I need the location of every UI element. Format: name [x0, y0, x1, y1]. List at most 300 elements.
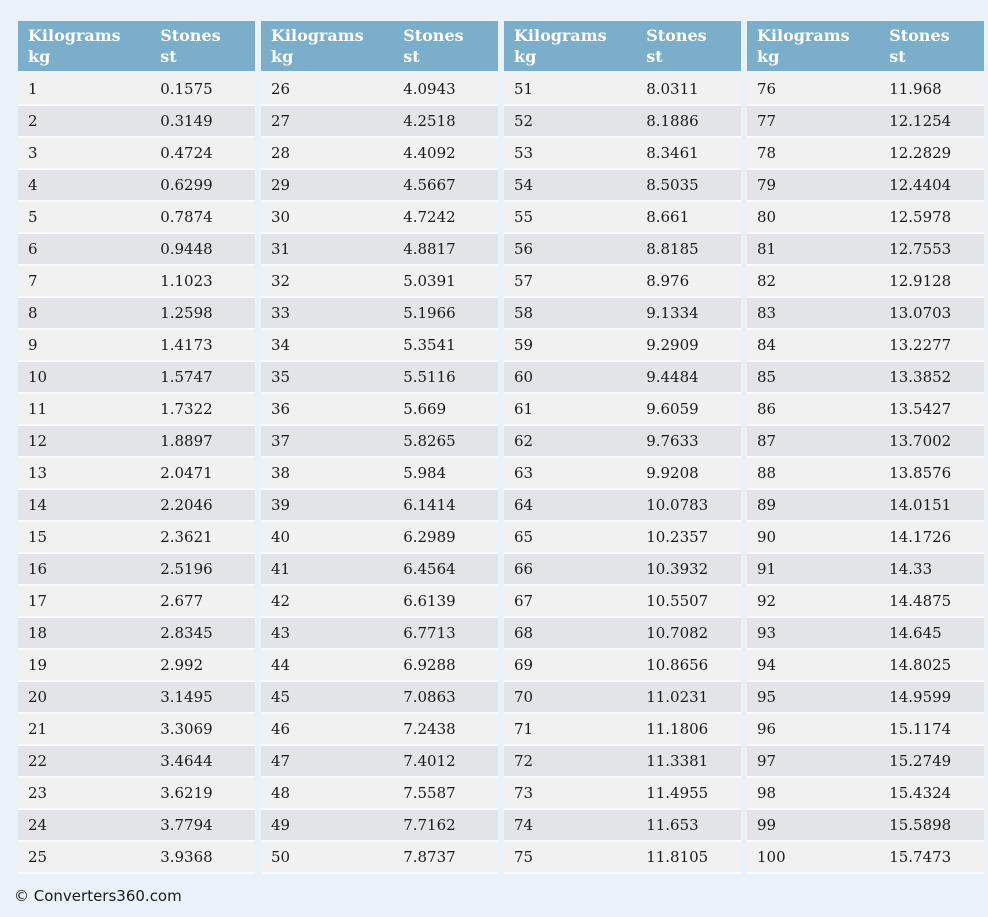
st-value: 10.0783	[646, 496, 709, 514]
table-row	[18, 618, 255, 650]
kg-value: 53	[514, 144, 534, 162]
kg-value: 68	[514, 624, 534, 642]
st-value: 8.976	[646, 272, 690, 290]
table-row	[747, 778, 984, 810]
stones-column-header	[403, 26, 498, 71]
table-row	[18, 842, 255, 874]
st-value: 11.3381	[646, 752, 709, 770]
kg-value: 16	[28, 560, 48, 578]
table-row	[747, 746, 984, 778]
st-value: 3.1495	[160, 688, 213, 706]
table-row	[747, 234, 984, 266]
stones-label: Stones	[889, 26, 950, 45]
table-row	[504, 810, 741, 842]
table-row	[504, 618, 741, 650]
kg-value: 67	[514, 592, 534, 610]
table-row	[261, 202, 498, 234]
table-row	[18, 554, 255, 586]
kg-value: 14	[28, 496, 48, 514]
kg-value: 36	[271, 400, 291, 418]
kg-value: 42	[271, 592, 291, 610]
table-row	[504, 106, 741, 138]
table-row	[504, 746, 741, 778]
table-row	[261, 426, 498, 458]
table-row	[504, 554, 741, 586]
st-value: 9.6059	[646, 400, 699, 418]
kilograms-column-header	[747, 26, 889, 71]
table-row	[504, 714, 741, 746]
table-row	[261, 682, 498, 714]
kg-value: 52	[514, 112, 534, 130]
kilograms-label: Kilograms	[28, 26, 121, 45]
st-value: 10.7082	[646, 624, 709, 642]
table-row	[261, 234, 498, 266]
st-value: 10.3932	[646, 560, 709, 578]
table-row	[18, 778, 255, 810]
table-row	[261, 746, 498, 778]
table-row	[747, 586, 984, 618]
table-header	[18, 21, 255, 71]
table-row	[261, 650, 498, 682]
st-value: 14.8025	[889, 656, 952, 674]
kg-value: 65	[514, 528, 534, 546]
kg-unit-label: kg	[514, 46, 537, 66]
table-row	[261, 554, 498, 586]
kg-value: 73	[514, 784, 534, 802]
table-row	[747, 458, 984, 490]
kilograms-label: Kilograms	[757, 26, 850, 45]
kg-value: 59	[514, 336, 534, 354]
table-row	[504, 842, 741, 874]
kg-value: 64	[514, 496, 534, 514]
st-value: 6.6139	[403, 592, 456, 610]
kg-value: 72	[514, 752, 534, 770]
table-row	[261, 714, 498, 746]
kg-value: 63	[514, 464, 534, 482]
kg-value: 40	[271, 528, 291, 546]
st-value: 6.1414	[403, 496, 456, 514]
st-value: 8.3461	[646, 144, 699, 162]
kg-value: 26	[271, 80, 291, 98]
table-body	[261, 74, 498, 874]
table-row	[18, 330, 255, 362]
kg-value: 86	[757, 400, 777, 418]
table-row	[747, 298, 984, 330]
kg-value: 62	[514, 432, 534, 450]
kg-value: 34	[271, 336, 291, 354]
kg-value: 1	[28, 80, 38, 98]
table-row	[504, 682, 741, 714]
copyright-footer: © Converters360.com	[14, 887, 182, 905]
table-row	[747, 810, 984, 842]
table-row	[504, 458, 741, 490]
kg-value: 47	[271, 752, 291, 770]
st-value: 5.5116	[403, 368, 456, 386]
st-value: 9.9208	[646, 464, 699, 482]
kg-value: 24	[28, 816, 48, 834]
kg-unit-label: kg	[271, 46, 294, 66]
st-value: 5.669	[403, 400, 447, 418]
table-row	[261, 106, 498, 138]
st-value: 12.1254	[889, 112, 952, 130]
table-row	[261, 394, 498, 426]
st-value: 3.3069	[160, 720, 213, 738]
st-value: 5.8265	[403, 432, 456, 450]
kg-value: 84	[757, 336, 777, 354]
table-row	[504, 74, 741, 106]
kg-value: 76	[757, 80, 777, 98]
kg-value: 70	[514, 688, 534, 706]
st-value: 2.5196	[160, 560, 213, 578]
kg-value: 15	[28, 528, 48, 546]
st-value: 0.7874	[160, 208, 213, 226]
st-value: 3.4644	[160, 752, 213, 770]
st-value: 0.9448	[160, 240, 213, 258]
kilograms-label: Kilograms	[271, 26, 364, 45]
st-value: 4.5667	[403, 176, 456, 194]
kg-value: 83	[757, 304, 777, 322]
table-row	[504, 586, 741, 618]
st-value: 13.8576	[889, 464, 952, 482]
kilograms-label: Kilograms	[514, 26, 607, 45]
table-row	[261, 170, 498, 202]
kg-value: 79	[757, 176, 777, 194]
kg-value: 31	[271, 240, 291, 258]
st-value: 11.653	[646, 816, 699, 834]
table-row	[18, 74, 255, 106]
table-row	[261, 266, 498, 298]
kg-value: 32	[271, 272, 291, 290]
table-row	[504, 778, 741, 810]
st-value: 0.1575	[160, 80, 213, 98]
table-row	[18, 426, 255, 458]
st-value: 13.7002	[889, 432, 952, 450]
st-value: 2.677	[160, 592, 204, 610]
table-row	[261, 810, 498, 842]
kg-value: 97	[757, 752, 777, 770]
table-row	[747, 618, 984, 650]
table-row	[18, 682, 255, 714]
table-header	[747, 21, 984, 71]
table-row	[18, 106, 255, 138]
kg-unit-label: kg	[757, 46, 780, 66]
stones-column-header	[889, 26, 984, 71]
table-row	[261, 330, 498, 362]
table-header	[261, 21, 498, 71]
st-value: 13.3852	[889, 368, 952, 386]
kg-value: 95	[757, 688, 777, 706]
table-row	[747, 554, 984, 586]
kg-value: 91	[757, 560, 777, 578]
kg-value: 7	[28, 272, 38, 290]
kg-value: 89	[757, 496, 777, 514]
table-row	[747, 522, 984, 554]
kilograms-column-header	[261, 26, 403, 71]
kg-value: 54	[514, 176, 534, 194]
table-row	[261, 298, 498, 330]
kg-value: 10	[28, 368, 48, 386]
st-value: 4.2518	[403, 112, 456, 130]
kg-value: 100	[757, 848, 786, 866]
kg-value: 78	[757, 144, 777, 162]
st-value: 15.4324	[889, 784, 952, 802]
table-body	[504, 74, 741, 874]
st-value: 6.2989	[403, 528, 456, 546]
conversion-table-2	[261, 21, 498, 874]
kg-value: 20	[28, 688, 48, 706]
kg-value: 92	[757, 592, 777, 610]
table-row	[18, 234, 255, 266]
kg-value: 41	[271, 560, 291, 578]
kg-value: 50	[271, 848, 291, 866]
table-row	[747, 330, 984, 362]
st-value: 2.2046	[160, 496, 213, 514]
st-value: 1.2598	[160, 304, 213, 322]
table-row	[504, 202, 741, 234]
table-row	[18, 138, 255, 170]
st-value: 8.661	[646, 208, 690, 226]
table-row	[18, 394, 255, 426]
kg-value: 11	[28, 400, 48, 418]
st-value: 10.2357	[646, 528, 709, 546]
stones-column-header	[646, 26, 741, 71]
st-value: 0.4724	[160, 144, 213, 162]
st-value: 11.8105	[646, 848, 709, 866]
table-row	[18, 586, 255, 618]
st-value: 11.0231	[646, 688, 709, 706]
st-value: 1.1023	[160, 272, 213, 290]
kg-value: 13	[28, 464, 48, 482]
st-value: 4.0943	[403, 80, 456, 98]
st-value: 10.5507	[646, 592, 709, 610]
st-value: 14.645	[889, 624, 942, 642]
table-row	[504, 490, 741, 522]
st-value: 5.0391	[403, 272, 456, 290]
st-value: 13.2277	[889, 336, 952, 354]
kg-value: 39	[271, 496, 291, 514]
table-row	[18, 746, 255, 778]
table-row	[18, 522, 255, 554]
kg-value: 82	[757, 272, 777, 290]
kg-value: 61	[514, 400, 534, 418]
table-row	[747, 714, 984, 746]
st-unit-label: st	[403, 46, 420, 66]
table-row	[18, 202, 255, 234]
table-row	[504, 362, 741, 394]
st-value: 2.0471	[160, 464, 213, 482]
table-row	[747, 362, 984, 394]
kg-value: 4	[28, 176, 38, 194]
st-value: 9.2909	[646, 336, 699, 354]
table-row	[18, 266, 255, 298]
kg-value: 9	[28, 336, 38, 354]
table-row	[747, 842, 984, 874]
conversion-table-3	[504, 21, 741, 874]
table-row	[747, 170, 984, 202]
table-row	[747, 202, 984, 234]
st-value: 6.4564	[403, 560, 456, 578]
kg-unit-label: kg	[28, 46, 51, 66]
st-value: 8.5035	[646, 176, 699, 194]
kg-value: 77	[757, 112, 777, 130]
kg-value: 2	[28, 112, 38, 130]
kg-value: 21	[28, 720, 48, 738]
kg-value: 51	[514, 80, 534, 98]
st-value: 8.1886	[646, 112, 699, 130]
table-row	[747, 490, 984, 522]
st-value: 7.5587	[403, 784, 456, 802]
table-row	[747, 650, 984, 682]
stones-column-header	[160, 26, 255, 71]
kg-value: 99	[757, 816, 777, 834]
st-value: 14.0151	[889, 496, 952, 514]
table-row	[504, 394, 741, 426]
table-row	[261, 458, 498, 490]
st-value: 11.1806	[646, 720, 709, 738]
st-value: 3.7794	[160, 816, 213, 834]
table-row	[504, 266, 741, 298]
st-value: 14.1726	[889, 528, 952, 546]
st-value: 14.33	[889, 560, 933, 578]
st-value: 13.5427	[889, 400, 952, 418]
kilograms-column-header	[504, 26, 646, 71]
kg-value: 81	[757, 240, 777, 258]
stones-label: Stones	[646, 26, 707, 45]
table-row	[747, 266, 984, 298]
st-value: 1.8897	[160, 432, 213, 450]
st-value: 15.5898	[889, 816, 952, 834]
kg-value: 6	[28, 240, 38, 258]
kg-value: 71	[514, 720, 534, 738]
kg-value: 43	[271, 624, 291, 642]
kg-value: 96	[757, 720, 777, 738]
kg-value: 30	[271, 208, 291, 226]
table-row	[261, 74, 498, 106]
table-row	[261, 138, 498, 170]
kg-value: 88	[757, 464, 777, 482]
st-value: 2.992	[160, 656, 204, 674]
kg-value: 33	[271, 304, 291, 322]
kg-value: 22	[28, 752, 48, 770]
st-value: 3.6219	[160, 784, 213, 802]
table-row	[261, 490, 498, 522]
kg-value: 55	[514, 208, 534, 226]
st-value: 6.9288	[403, 656, 456, 674]
st-value: 10.8656	[646, 656, 709, 674]
st-value: 6.7713	[403, 624, 456, 642]
kg-value: 74	[514, 816, 534, 834]
st-value: 12.2829	[889, 144, 952, 162]
kg-value: 38	[271, 464, 291, 482]
st-value: 1.4173	[160, 336, 213, 354]
st-value: 3.9368	[160, 848, 213, 866]
kg-value: 8	[28, 304, 38, 322]
st-value: 9.1334	[646, 304, 699, 322]
st-value: 5.3541	[403, 336, 456, 354]
table-row	[18, 714, 255, 746]
table-row	[261, 586, 498, 618]
table-row	[504, 426, 741, 458]
stones-label: Stones	[403, 26, 464, 45]
kg-value: 48	[271, 784, 291, 802]
kg-value: 23	[28, 784, 48, 802]
st-unit-label: st	[160, 46, 177, 66]
st-value: 1.5747	[160, 368, 213, 386]
table-row	[18, 170, 255, 202]
kg-value: 5	[28, 208, 38, 226]
kg-value: 18	[28, 624, 48, 642]
st-value: 0.6299	[160, 176, 213, 194]
kg-value: 80	[757, 208, 777, 226]
st-value: 5.984	[403, 464, 447, 482]
st-value: 4.7242	[403, 208, 456, 226]
table-row	[504, 138, 741, 170]
st-value: 14.9599	[889, 688, 952, 706]
table-row	[504, 522, 741, 554]
kg-value: 66	[514, 560, 534, 578]
kg-value: 29	[271, 176, 291, 194]
kg-value: 98	[757, 784, 777, 802]
table-row	[18, 810, 255, 842]
st-value: 2.8345	[160, 624, 213, 642]
table-row	[261, 778, 498, 810]
kg-value: 27	[271, 112, 291, 130]
kg-value: 90	[757, 528, 777, 546]
st-value: 12.5978	[889, 208, 952, 226]
table-row	[747, 682, 984, 714]
st-value: 12.4404	[889, 176, 952, 194]
kg-value: 93	[757, 624, 777, 642]
conversion-table-4	[747, 21, 984, 874]
st-value: 8.8185	[646, 240, 699, 258]
table-row	[261, 618, 498, 650]
kg-value: 57	[514, 272, 534, 290]
table-header	[504, 21, 741, 71]
kg-value: 60	[514, 368, 534, 386]
table-row	[18, 650, 255, 682]
st-value: 7.0863	[403, 688, 456, 706]
kg-value: 37	[271, 432, 291, 450]
st-value: 7.4012	[403, 752, 456, 770]
st-value: 4.4092	[403, 144, 456, 162]
st-value: 15.1174	[889, 720, 952, 738]
st-value: 14.4875	[889, 592, 952, 610]
table-row	[747, 106, 984, 138]
table-row	[504, 330, 741, 362]
st-value: 5.1966	[403, 304, 456, 322]
table-body	[18, 74, 255, 874]
st-value: 0.3149	[160, 112, 213, 130]
st-unit-label: st	[889, 46, 906, 66]
kg-value: 44	[271, 656, 291, 674]
kg-value: 12	[28, 432, 48, 450]
st-value: 1.7322	[160, 400, 213, 418]
kg-value: 25	[28, 848, 48, 866]
table-row	[747, 426, 984, 458]
table-row	[18, 458, 255, 490]
table-row	[504, 650, 741, 682]
kg-value: 85	[757, 368, 777, 386]
table-row	[18, 298, 255, 330]
kg-value: 17	[28, 592, 48, 610]
table-row	[18, 490, 255, 522]
kg-value: 75	[514, 848, 534, 866]
kg-value: 46	[271, 720, 291, 738]
st-value: 12.7553	[889, 240, 952, 258]
kg-value: 58	[514, 304, 534, 322]
st-value: 13.0703	[889, 304, 952, 322]
conversion-table-1	[18, 21, 255, 874]
